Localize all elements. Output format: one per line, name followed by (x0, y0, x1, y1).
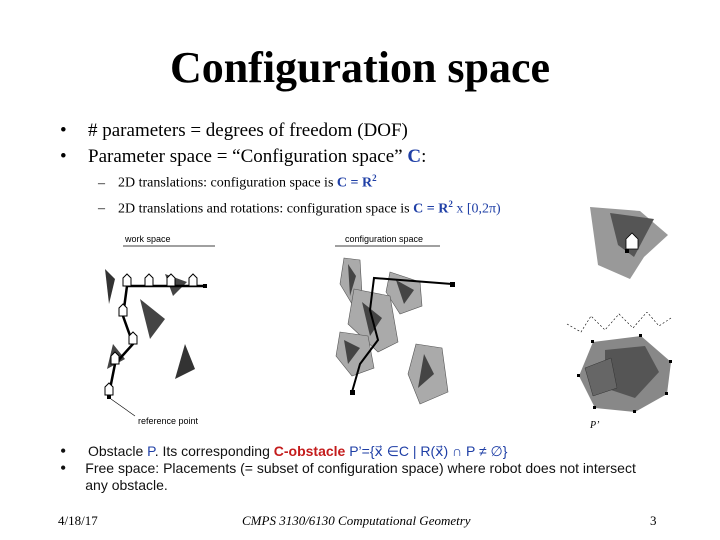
bullet-text: # parameters = degrees of freedom (DOF) (88, 120, 408, 141)
slide-title: Configuration space (169, 43, 551, 92)
work-space-label: work space (125, 234, 171, 244)
goal-marker (203, 284, 207, 288)
leader-line (111, 399, 135, 416)
sub-bullet-text: 2D translations and rotations: configuration space is (118, 201, 414, 217)
start-marker (350, 390, 355, 395)
bullet-item (60, 460, 660, 494)
sub-bullet-item (98, 168, 501, 194)
superscript: 2 (372, 173, 377, 183)
bullet-item (60, 443, 660, 460)
robot-shape (189, 274, 197, 286)
obstacle-shape (105, 269, 115, 304)
dash-mark: – (98, 201, 105, 217)
reference-point-label: reference point (138, 416, 199, 426)
bullet-tail: : (421, 146, 427, 167)
obstacle-shape (140, 299, 165, 339)
bullet-emphasis: C (407, 146, 422, 167)
bullet-text: . Its corresponding (154, 443, 274, 459)
goal-marker (450, 282, 455, 287)
sub-bullet-item (98, 194, 501, 220)
sub-bullets (98, 168, 501, 219)
c-obstacle-term: C-obstacle (273, 443, 346, 459)
rotation-illustration-top (590, 205, 670, 285)
bullet-dot: • (60, 458, 67, 478)
work-space-figure (95, 244, 225, 424)
path-line (109, 286, 205, 394)
bottom-bullets (60, 443, 660, 494)
bullet-dot: • (60, 441, 67, 461)
main-bullets (60, 118, 426, 170)
footer-course: CMPS 3130/6130 Computational Geometry (242, 513, 471, 528)
bullet-text: Parameter space = “Configuration space” (88, 146, 408, 167)
robot-shape (119, 304, 127, 316)
configuration-space-label: configuration space (345, 234, 424, 244)
bullet-item (60, 118, 426, 144)
sub-bullet-emphasis: C = R (336, 175, 373, 191)
sub-bullet-tail: x [0,2π) (452, 201, 501, 217)
bullet-dot: • (60, 120, 67, 141)
dash-mark: – (98, 175, 105, 191)
bullet-item (60, 144, 426, 170)
c-obstacle-definition: P’={x⃗ ∈C | R(x⃗) ∩ P ≠ ∅} (345, 443, 508, 459)
bullet-text: Free space: Placements (= subset of configuration space) where robot does not intersect any obstacle. (85, 460, 636, 493)
page-number: 3 (650, 513, 657, 528)
robot-shape (145, 274, 153, 286)
superscript: 2 (448, 198, 453, 209)
configuration-space-figure (330, 244, 475, 424)
sub-bullet-text: 2D translations: configuration space is (118, 175, 337, 191)
sub-bullet-emphasis: C = R (413, 201, 449, 217)
robot-shape (123, 274, 131, 286)
rotation-illustration-bottom (565, 312, 680, 422)
bullet-dot: • (60, 146, 67, 167)
bullet-text: Obstacle (88, 443, 148, 459)
obstacle-p: P (147, 443, 155, 459)
p-prime-label: P’ (590, 420, 600, 431)
footer-date: 4/18/17 (58, 513, 98, 528)
obstacle-shape (175, 344, 195, 379)
start-marker (107, 395, 111, 399)
